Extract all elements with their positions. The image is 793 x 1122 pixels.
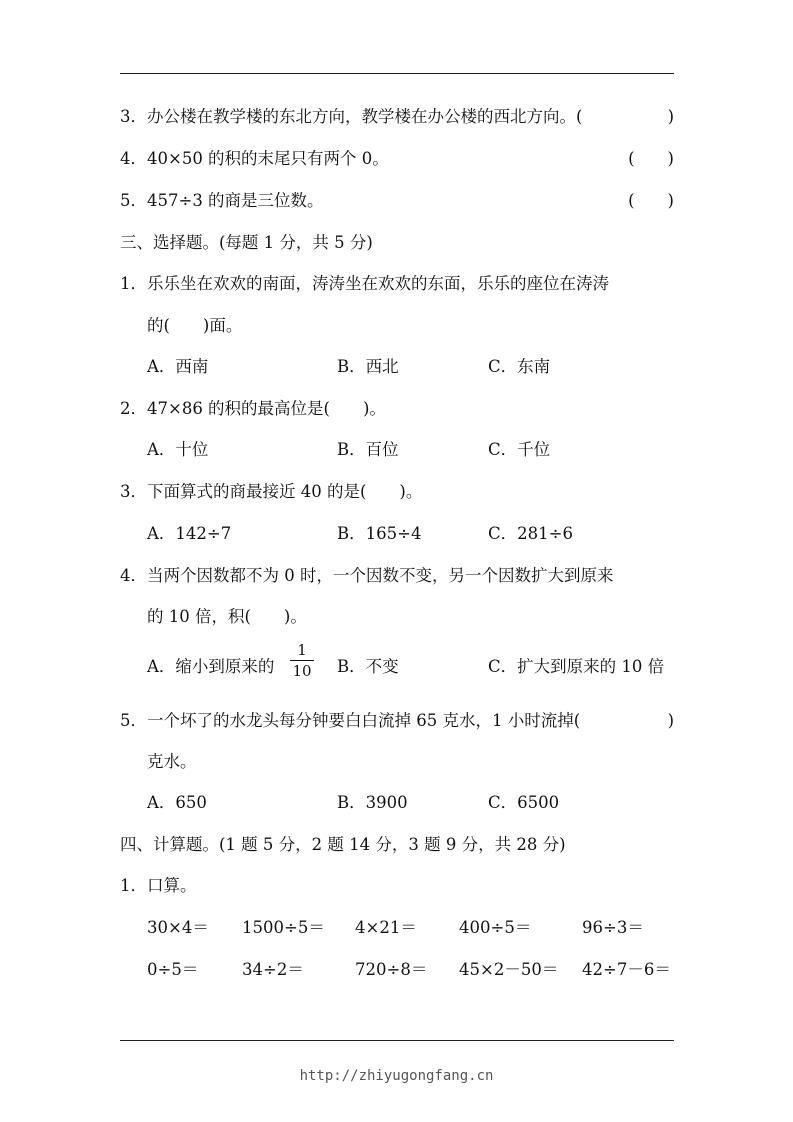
choice-q3-option-c: C．281÷6 (488, 524, 573, 543)
choice-q5-option-c: C．6500 (488, 793, 560, 812)
choice-q5-options (147, 788, 674, 818)
mental-math-item: 96÷3＝ (582, 918, 644, 937)
choice-q3-options (147, 519, 674, 549)
choice-q4-line1: 4．当两个因数都不为 0 时，一个因数不变，另一个因数扩大到原来 (120, 566, 614, 585)
choice-q5-text: 5．一个坏了的水龙头每分钟要白白流掉 65 克水，1 小时流掉( (120, 711, 581, 730)
judge-item-4 (120, 144, 674, 174)
choice-q2-option-a: A．十位 (147, 440, 209, 459)
choice-q3-option-b: B．165÷4 (337, 524, 422, 543)
choice-q4-line2: 的 10 倍，积( )。 (147, 607, 307, 626)
choice-q4-option-b: B．不变 (337, 657, 399, 676)
fraction-denominator: 10 (292, 662, 312, 680)
judge-item-4-text: 4．40×50 的积的末尾只有两个 0。 (120, 149, 389, 168)
choice-q1-option-b: B．西北 (337, 357, 399, 376)
judge-item-5-paren: ( ) (628, 191, 674, 210)
mental-math-row-1 (147, 913, 674, 943)
top-rule (120, 73, 674, 74)
choice-q5-option-a: A．650 (147, 793, 207, 812)
section-3-heading: 三、选择题。(每题 1 分，共 5 分) (120, 233, 373, 252)
choice-q5-option-b: B．3900 (337, 793, 408, 812)
judge-item-3-text: 3．办公楼在教学楼的东北方向，教学楼在办公楼的西北方向。( (120, 107, 583, 126)
mental-math-item: 4×21＝ (355, 918, 417, 937)
footer-url: http://zhiyugongfang.cn (299, 1068, 494, 1084)
judge-item-5-text: 5．457÷3 的商是三位数。 (120, 191, 324, 210)
fraction-one-tenth (290, 640, 314, 681)
mental-math-item: 42÷7－6＝ (582, 960, 671, 979)
judge-item-5 (120, 186, 674, 216)
choice-q1-line2: 的( )面。 (147, 316, 243, 335)
mental-math-item: 45×2－50＝ (459, 960, 559, 979)
bottom-rule (120, 1040, 674, 1041)
mental-math-item: 400÷5＝ (459, 918, 532, 937)
choice-q5-line2: 克水。 (147, 752, 197, 771)
choice-q1-option-c: C．东南 (488, 357, 551, 376)
choice-q4-option-a: A．缩小到原来的 (147, 657, 275, 676)
choice-q3-line1: 3．下面算式的商最接近 40 的是( )。 (120, 482, 423, 501)
judge-item-4-paren: ( ) (628, 149, 674, 168)
choice-q2-line1: 2．47×86 的积的最高位是( )。 (120, 399, 386, 418)
choice-q2-option-c: C．千位 (488, 440, 551, 459)
mental-math-item: 34÷2＝ (242, 960, 304, 979)
choice-q1-option-a: A．西南 (147, 357, 209, 376)
choice-q1-line1: 1．乐乐坐在欢欢的南面，涛涛坐在欢欢的东面，乐乐的座位在涛涛 (120, 274, 609, 293)
choice-q4-option-c: C．扩大到原来的 10 倍 (488, 657, 665, 676)
choice-q5-line1 (120, 706, 674, 736)
mental-math-item: 720÷8＝ (355, 960, 428, 979)
judge-item-3-paren: ) (667, 107, 674, 126)
judge-item-3 (120, 102, 674, 132)
section-4-heading: 四、计算题。(1 题 5 分，2 题 14 分，3 题 9 分，共 28 分) (120, 835, 566, 854)
choice-q1-options (147, 352, 674, 382)
calc-sub1-title: 1．口算。 (120, 876, 197, 895)
mental-math-item: 0÷5＝ (147, 960, 199, 979)
mental-math-item: 30×4＝ (147, 918, 209, 937)
mental-math-row-2 (147, 955, 674, 985)
choice-q3-option-a: A．142÷7 (147, 524, 232, 543)
choice-q4-options (147, 641, 674, 682)
mental-math-item: 1500÷5＝ (242, 918, 325, 937)
choice-q2-option-b: B．百位 (337, 440, 399, 459)
choice-q2-options (147, 435, 674, 465)
choice-q5-paren: ) (667, 711, 674, 730)
fraction-numerator: 1 (290, 640, 314, 661)
